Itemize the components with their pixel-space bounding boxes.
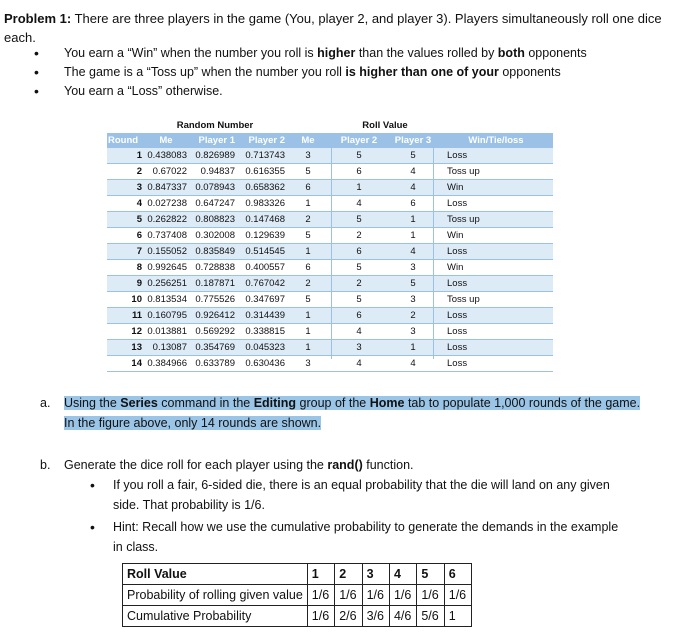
table-cell: 0.354769 (187, 340, 235, 356)
divider-roll-result (433, 133, 434, 359)
probability-row: Probability of rolling given value 1/6 1/6 1/6 1/6 1/6 1/6 (123, 585, 472, 606)
table-cell: 2 (136, 166, 142, 177)
table-cell: 0.400557 (245, 262, 285, 273)
table-cell: 0.160795 (145, 308, 187, 324)
table-cell: 5 (387, 276, 439, 292)
table-cell: Loss (447, 198, 468, 209)
table-cell: 5 (356, 262, 362, 273)
table-cell: 0.384966 (147, 358, 187, 369)
table-cell: 6 (136, 230, 142, 241)
table-cell: 0.262822 (145, 212, 187, 228)
table-row (107, 308, 553, 324)
table-cell: 5 (305, 166, 311, 177)
table-cell: 0.658362 (235, 180, 285, 196)
rule-win: • You earn a “Win” when the number you roll is higher than the values rolled by both opponents (0, 44, 587, 63)
table-cell: 3 (410, 262, 416, 273)
table-cell: 9 (107, 276, 145, 292)
table-cell: 1 (305, 326, 311, 337)
table-cell: 5 (305, 230, 311, 241)
table-cell: 0.129639 (245, 230, 285, 241)
table-cell: 1 (331, 180, 387, 196)
table-cell: Loss (439, 148, 553, 164)
col-player2-random: Player 2 (235, 133, 285, 148)
table-cell: 6 (410, 198, 416, 209)
table-cell: Toss up (447, 166, 480, 177)
table-cell: 4 (356, 326, 362, 337)
table-cell: 0.983326 (245, 198, 285, 209)
col-me-roll: Me (285, 133, 331, 148)
part-b-bullet-fair-die: • If you roll a fair, 6-sided die, there is an equal probability that the die will land on any given side. That probability is 1/6. (0, 475, 686, 515)
table-cell: 0.078943 (187, 180, 235, 196)
table-cell: 0.302008 (195, 230, 235, 241)
rule-loss: • You earn a “Loss” otherwise. (0, 82, 587, 101)
table-cell: 0.767042 (235, 276, 285, 292)
rule-tossup: • The game is a “Toss up” when the number you roll is higher than one of your opponents (0, 63, 587, 82)
table-row (107, 212, 553, 228)
table-cell: 4 (136, 198, 142, 209)
table-cell: 0.027238 (147, 198, 187, 209)
col-round: Round (107, 133, 145, 148)
table-cell: 0.775526 (195, 294, 235, 305)
table-cell: Loss (447, 358, 468, 369)
table-cell: 3 (331, 340, 387, 356)
table-cell: Toss up (439, 212, 553, 228)
table-cell: 0.737408 (147, 230, 187, 241)
table-cell: 6 (331, 244, 387, 260)
table-cell: Loss (439, 276, 553, 292)
table-cell: 14 (131, 358, 142, 369)
table-cell: 6 (305, 262, 311, 273)
table-cell: 0.808823 (187, 212, 235, 228)
table-cell: 2 (356, 230, 362, 241)
part-b-bullet-hint: • Hint: Recall how we use the cumulative probability to generate the demands in the example in class. (0, 517, 686, 557)
table-cell: 0.835849 (187, 244, 235, 260)
table-row (107, 276, 553, 292)
table-cell: Win (447, 262, 464, 273)
table-cell: 5 (305, 294, 311, 305)
table-cell: 0.630436 (245, 358, 285, 369)
table-row (107, 340, 553, 356)
col-result: Win/Tie/loss (439, 133, 553, 148)
table-cell: 3 (305, 358, 311, 369)
table-cell: 4 (387, 180, 439, 196)
table-cell: 1 (285, 244, 331, 260)
table-cell: 0.813534 (147, 294, 187, 305)
problem-text: There are three players in the game (You, player 2, and player 3). Players simultaneously roll one dice each. (4, 11, 662, 45)
table-row (107, 244, 553, 260)
part-b-label: b. (40, 458, 51, 472)
table-row (107, 164, 553, 180)
col-player1-random: Player 1 (187, 133, 235, 148)
problem-label: Problem 1: (4, 11, 72, 26)
table-cell: 0.045323 (235, 340, 285, 356)
table-cell: Loss (439, 340, 553, 356)
col-player3-roll: Player 3 (387, 133, 439, 148)
table-cell: 0.826989 (187, 148, 235, 164)
table-row (107, 356, 553, 372)
table-cell: 1 (387, 212, 439, 228)
dice-results-table (107, 118, 553, 372)
table-cell: 0.926412 (187, 308, 235, 324)
table-cell: 5 (356, 294, 362, 305)
rules-list (0, 44, 587, 101)
table-cell: 0.013881 (147, 326, 187, 337)
table-cell: 4 (387, 244, 439, 260)
table-cell: 1 (285, 308, 331, 324)
table-cell: Loss (439, 244, 553, 260)
part-b-bullets (0, 475, 686, 559)
table-cell: 1 (107, 148, 145, 164)
table-cell: 6 (285, 180, 331, 196)
col-player2-roll: Player 2 (331, 133, 387, 148)
part-a-text: Using the Series command in the Editing group of the Home tab to populate 1,000 rounds of the game. In the figure above, only 14 rounds are shown. (64, 396, 641, 430)
table-cell: 0.616355 (245, 166, 285, 177)
table-cell: 4 (356, 358, 362, 369)
table-cell: 0.147468 (235, 212, 285, 228)
problem-statement (4, 9, 680, 47)
table-cell: 6 (331, 308, 387, 324)
table-cell: 0.647247 (195, 198, 235, 209)
table-cell: 0.728838 (195, 262, 235, 273)
table-cell: 1 (387, 340, 439, 356)
roll-probability-table (122, 563, 472, 627)
table-cell: 6 (356, 166, 362, 177)
table-row (107, 292, 553, 308)
table-cell: 0.314439 (235, 308, 285, 324)
table-cell: 4 (410, 358, 416, 369)
group-random-number: Random Number (145, 118, 285, 133)
table-cell: 0.633789 (195, 358, 235, 369)
cumulative-row: Cumulative Probability 1/6 2/6 3/6 4/6 5/6 1 (123, 606, 472, 627)
table-cell: 0.338815 (245, 326, 285, 337)
table-cell: 1 (285, 340, 331, 356)
table-cell: 3 (107, 180, 145, 196)
roll-value-row: Roll Value 1 2 3 4 5 6 (123, 564, 472, 585)
part-b-text: Generate the dice roll for each player using the rand() function. (64, 458, 414, 472)
table-cell: 5 (387, 148, 439, 164)
table-cell: 8 (136, 262, 142, 273)
table-row (107, 228, 553, 244)
table-cell: 0.256251 (145, 276, 187, 292)
table-cell: 5 (107, 212, 145, 228)
table-cell: 11 (107, 308, 145, 324)
table-row (107, 180, 553, 196)
table-cell: Loss (447, 326, 468, 337)
part-a-label: a. (40, 396, 51, 410)
table-header-row (107, 133, 553, 148)
table-cell: 2 (285, 212, 331, 228)
col-me-random: Me (145, 133, 187, 148)
table-cell: 1 (305, 198, 311, 209)
table-cell: 0.187871 (187, 276, 235, 292)
table-cell: 0.155052 (145, 244, 187, 260)
table-cell: 2 (387, 308, 439, 324)
table-cell: Win (439, 180, 553, 196)
table-cell: 5 (331, 212, 387, 228)
table-cell: 0.569292 (195, 326, 235, 337)
table-row (107, 148, 553, 164)
table-cell: 0.847337 (145, 180, 187, 196)
table-cell: Loss (439, 308, 553, 324)
table-cell: Toss up (447, 294, 480, 305)
table-cell: 0.438083 (145, 148, 187, 164)
table-cell: 5 (331, 148, 387, 164)
table-cell: 2 (285, 276, 331, 292)
table-cell: 3 (410, 326, 416, 337)
table-cell: 0.94837 (200, 166, 235, 177)
table-cell: 0.992645 (147, 262, 187, 273)
table-cell: 0.13087 (145, 340, 187, 356)
divider-random-roll (331, 133, 332, 359)
table-cell: 0.347697 (245, 294, 285, 305)
table-cell: 4 (356, 198, 362, 209)
table-row (107, 324, 553, 340)
table-cell: 2 (331, 276, 387, 292)
table-row (107, 260, 553, 276)
table-cell: 10 (131, 294, 142, 305)
table-cell: 4 (410, 166, 416, 177)
table-cell: 0.67022 (152, 166, 187, 177)
table-cell: 3 (285, 148, 331, 164)
table-cell: 0.713743 (235, 148, 285, 164)
table-cell: 13 (107, 340, 145, 356)
table-cell: 12 (131, 326, 142, 337)
table-row (107, 196, 553, 212)
table-cell: 0.514545 (235, 244, 285, 260)
table-cell: 3 (410, 294, 416, 305)
group-roll-value: Roll Value (331, 118, 439, 133)
table-cell: Win (447, 230, 464, 241)
table-cell: 1 (410, 230, 416, 241)
table-cell: 7 (107, 244, 145, 260)
